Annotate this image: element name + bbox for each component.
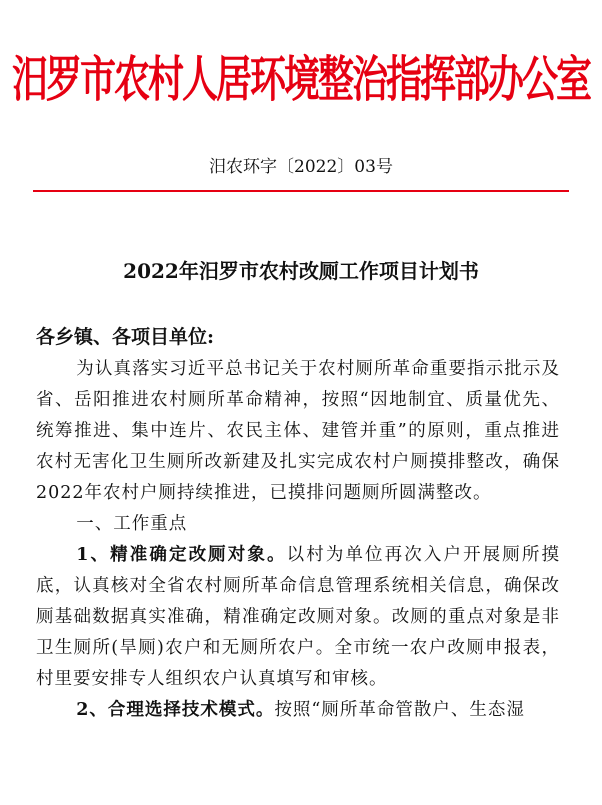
document-title: 2022年汨罗市农村改厕工作项目计划书 — [123, 259, 479, 283]
section-heading: 一、工作重点 — [76, 514, 188, 534]
item-paragraph-1 — [36, 540, 560, 695]
item-lead-2: 2、合理选择技术模式。 — [76, 700, 275, 720]
addressee: 各乡镇、各项目单位: — [36, 326, 215, 348]
item-text-1: 以村为单位再次入户开展厕所摸底，认真核对全省农村厕所革命信息管理系统相关信息，确保改厕基础数据真实准确，精准确定改厕对象。改厕的重点对象是非卫生厕所(旱厕)农户和无厕所农户。全市统一农户改厕申报表，村里要安排专人组织农户认真填写和审核。 — [36, 545, 560, 689]
item-text-2: 按照“厕所革命管散户、生态湿 — [274, 700, 525, 720]
intro-paragraph: 为认真落实习近平总书记关于农村厕所革命重要指示批示及省、岳阳推进农村厕所革命精神，按照“因地制宜、质量优先、统筹推进、集中连片、农民主体、建管并重”的原则，重点推进农村无害化卫生厕所改新建及扎实完成农村户厕摸排整改，确保2022年农村户厕持续推进，已摸排问题厕所圆满整改。 — [36, 359, 560, 503]
document-body — [36, 354, 560, 726]
red-divider — [33, 190, 569, 192]
item-lead-1: 1、精准确定改厕对象。 — [76, 545, 287, 565]
agency-masthead: 汨罗市农村人居环境整治指挥部办公室 — [11, 52, 590, 109]
item-paragraph-2 — [36, 695, 560, 726]
document-number: 汨农环字〔2022〕03号 — [209, 157, 393, 177]
